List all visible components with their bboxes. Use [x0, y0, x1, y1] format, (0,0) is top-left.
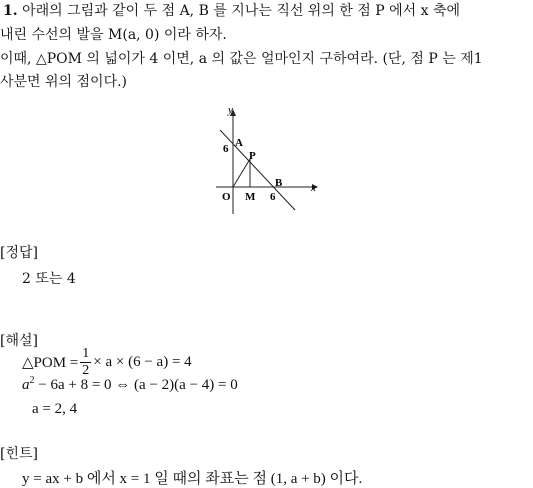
x-tick-label: 6 — [270, 191, 276, 203]
y-tick-label: 6 — [223, 143, 229, 155]
answer-text: 2 또는 4 — [22, 271, 76, 287]
solution-label: [해설] — [0, 333, 38, 349]
hint-label: [힌트] — [0, 446, 38, 462]
answer-label: [정답] — [0, 245, 38, 261]
segment-op — [233, 159, 250, 187]
problem-line-2: 내린 수선의 발을 M(a, 0) 이라 하자. — [0, 27, 227, 43]
coordinate-figure — [212, 104, 320, 216]
y-axis-label: y — [228, 104, 233, 116]
point-p-label: P — [249, 150, 256, 162]
solution-eq-2 — [22, 377, 238, 394]
problem-line-3: 이때, △POM 의 넓이가 4 이면, a 의 값은 얼마인지 구하여라. (단, 점 P 는 제1 — [0, 51, 483, 67]
point-m-label: M — [245, 191, 256, 203]
eq2-var: a — [22, 377, 30, 393]
problem-line-1 — [3, 0, 460, 20]
eq1-denominator: 2 — [82, 363, 90, 378]
problem-number: 1. — [3, 3, 18, 19]
point-b-label: B — [275, 177, 283, 189]
eq1-fraction — [80, 347, 91, 378]
eq1-numerator: 1 — [82, 346, 90, 361]
eq2-exponent: 2 — [29, 375, 35, 386]
problem-text-1: 아래의 그림과 같이 두 점 A, B 를 지나는 직선 위의 한 점 P 에서 x 축에 — [22, 3, 461, 19]
solution-eq-3: a = 2, 4 — [32, 401, 78, 417]
line-ab — [220, 130, 295, 210]
point-a-label: A — [235, 137, 243, 149]
problem-line-4: 사분면 위의 점이다.) — [0, 74, 128, 90]
eq2-rest: − 6a + 8 = 0 ⇔ (a − 2)(a − 4) = 0 — [34, 377, 238, 393]
eq1-right: × a × (6 − a) = 4 — [93, 354, 192, 370]
solution-eq-1 — [22, 347, 192, 378]
hint-text: y = ax + b 에서 x = 1 일 때의 좌표는 점 (1, a + b) 이다. — [22, 471, 363, 487]
origin-label: O — [222, 191, 231, 203]
x-axis-label: x — [311, 182, 316, 194]
eq1-left: △POM = — [22, 355, 79, 371]
